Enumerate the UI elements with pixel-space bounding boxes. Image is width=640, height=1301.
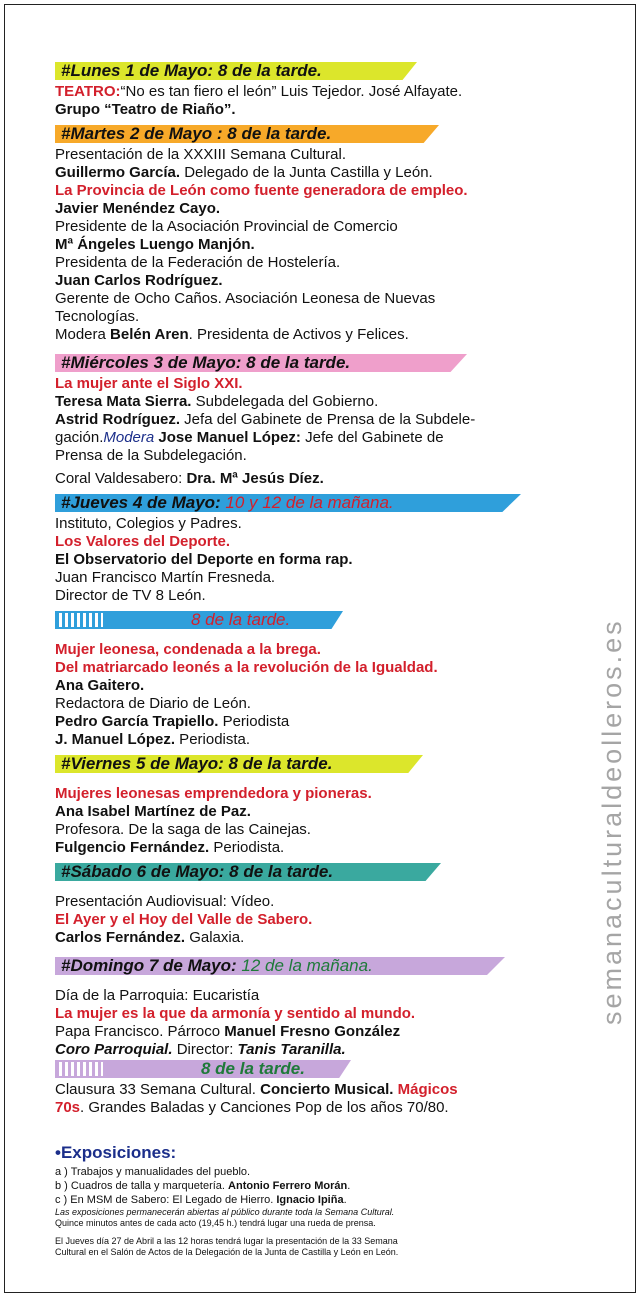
- event-title: Concierto Musical.: [260, 1081, 394, 1098]
- viernes-topic: Mujeres leonesas emprendedora y pioneras.: [55, 785, 372, 802]
- day-header-martes: [55, 124, 595, 144]
- sabado-line: Presentación Audiovisual: Vídeo.: [55, 893, 275, 910]
- jueves-topic: Mujer leonesa, condenada a la brega.: [55, 641, 321, 658]
- person-role: Galaxia.: [185, 929, 245, 946]
- exposiciones-title: •Exposiciones:: [55, 1143, 177, 1162]
- person-name: Juan Francisco Martín Fresneda.: [55, 569, 276, 586]
- exposicion-note: Las exposiciones permanecerán abiertas al público durante toda la Semana Cultural.: [55, 1207, 395, 1217]
- session-time: 8 de la tarde.: [201, 1059, 305, 1078]
- stripes-decoration: [59, 1062, 103, 1076]
- day-header-jueves: [55, 493, 595, 513]
- exposicion-item: c ) En MSM de Sabero: El Legado de Hierro. Ignacio Ipiña.: [55, 1194, 347, 1206]
- person-role: gación.: [55, 429, 104, 446]
- day-header-viernes: [55, 754, 595, 774]
- miercoles-line: [55, 429, 595, 447]
- jueves-topic: Los Valores del Deporte.: [55, 533, 231, 550]
- domingo-line: [55, 1099, 595, 1117]
- presentation-note: Cultural en el Salón de Actos de la Delegación de la Junta de Castilla y León en León.: [55, 1247, 399, 1257]
- person-role: Tecnologías.: [55, 308, 140, 325]
- person-name: Antonio Ferrero Morán: [228, 1180, 348, 1192]
- watermark-text: semanaculturaldeolleros.es: [597, 618, 627, 1025]
- program-content: [55, 61, 595, 1117]
- jueves-topic: Del matriarcado leonés a la revolución de la Igualdad.: [55, 659, 438, 676]
- website-watermark: [597, 618, 636, 1065]
- person-role: Redactora de Diario de León.: [55, 695, 251, 712]
- martes-topic: La Provincia de León como fuente generadora de empleo.: [55, 182, 468, 199]
- day-title: #Miércoles 3 de Mayo: 8 de la tarde.: [61, 353, 351, 372]
- day-header-miercoles: [55, 353, 595, 373]
- person-name: Teresa Mata Sierra.: [55, 393, 192, 410]
- person-role: Prensa de la Subdelegación.: [55, 447, 247, 464]
- person-role: Presidenta de la Federación de Hostelería.: [55, 254, 341, 271]
- sabado-line: [55, 929, 595, 947]
- band-name: 70s: [55, 1099, 81, 1116]
- moderator-label: Modera: [103, 429, 155, 446]
- day-title: #Jueves 4 de Mayo: 10 y 12 de la mañana.: [61, 493, 394, 512]
- domingo-topic: La mujer es la que da armonía y sentido al mundo.: [55, 1005, 416, 1022]
- person-role: Gerente de Ocho Caños. Asociación Leonesa de Nuevas: [55, 290, 436, 307]
- domingo-line: Día de la Parroquia: Eucaristía: [55, 987, 260, 1004]
- teatro-label: TEATRO:: [55, 83, 121, 100]
- session-header-domingo-tarde: [55, 1059, 595, 1079]
- band-name: Mágicos: [393, 1081, 458, 1098]
- teatro-text: “No es tan fiero el león” Luis Tejedor. José Alfayate.: [120, 83, 463, 100]
- sabado-topic: El Ayer y el Hoy del Valle de Sabero.: [55, 911, 313, 928]
- person-name: Javier Menéndez Cayo.: [55, 200, 221, 217]
- presentation-note: El Jueves día 27 de Abril a las 12 horas tendrá lugar la presentación de la 33 Semana: [55, 1236, 398, 1246]
- jueves-line: [55, 713, 595, 731]
- domingo-line: [55, 1041, 595, 1059]
- domingo-line: [55, 1081, 595, 1099]
- person-role: Delegado de la Junta Castilla y León.: [180, 164, 433, 181]
- person-name: Jose Manuel López:: [154, 429, 301, 446]
- person-name: Carlos Fernández.: [55, 929, 186, 946]
- person-role: Jefa del Gabinete de Prensa de la Subdele-: [180, 411, 476, 428]
- stripes-decoration: [59, 613, 103, 627]
- person-role: . Presidenta de Activos y Felices.: [188, 326, 409, 343]
- miercoles-line: [55, 411, 595, 429]
- day-header-sabado: [55, 862, 595, 882]
- session-header-jueves-tarde: [55, 610, 595, 630]
- person-role: Jefe del Gabinete de: [300, 429, 444, 446]
- exposicion-item: a ) Trabajos y manualidades del pueblo.: [55, 1166, 251, 1178]
- miercoles-topic: La mujer ante el Siglo XXI.: [55, 375, 243, 392]
- session-time: 8 de la tarde.: [191, 610, 291, 629]
- person-name: Tanis Taranilla.: [237, 1041, 346, 1058]
- person-name: Juan Carlos Rodríguez.: [55, 272, 223, 289]
- jueves-line: Instituto, Colegios y Padres.: [55, 515, 242, 532]
- person-name: Ana Gaitero.: [55, 677, 145, 694]
- person-role: Periodista.: [209, 839, 285, 856]
- exposicion-note: Quince minutos antes de cada acto (19,45 h.) tendrá lugar una rueda de prensa.: [55, 1218, 376, 1228]
- time-highlight: 10 y 12 de la mañana.: [225, 493, 394, 512]
- event-text: Clausura 33 Semana Cultural.: [55, 1081, 261, 1098]
- jueves-subtopic: El Observatorio del Deporte en forma rap.: [55, 551, 353, 568]
- domingo-line: [55, 1023, 595, 1041]
- person-name: Fulgencio Fernández.: [55, 839, 210, 856]
- person-name: Ana Isabel Martínez de Paz.: [55, 803, 251, 820]
- person-name: Pedro García Trapiello.: [55, 713, 219, 730]
- person-role: Papa Francisco. Párroco: [55, 1023, 225, 1040]
- day-title: #Martes 2 de Mayo : 8 de la tarde.: [61, 124, 332, 143]
- martes-line: [55, 164, 595, 182]
- lunes-grupo: Grupo “Teatro de Riaño”.: [55, 101, 236, 118]
- martes-moderator: [55, 326, 595, 344]
- lunes-teatro: [55, 83, 595, 101]
- person-role: Periodista: [218, 713, 290, 730]
- person-name: Dra. Mª Jesús Díez.: [186, 470, 324, 487]
- person-name: Ignacio Ipiña: [276, 1194, 344, 1206]
- event-text: . Grandes Baladas y Canciones Pop de los años 70/80.: [80, 1099, 449, 1116]
- choir-name: Coro Parroquial.: [55, 1041, 173, 1058]
- exposiciones-section: [55, 1143, 600, 1258]
- person-name: Manuel Fresno González: [224, 1023, 401, 1040]
- moderator-label: Modera: [55, 326, 111, 343]
- day-title: #Viernes 5 de Mayo: 8 de la tarde.: [61, 754, 333, 773]
- martes-line: Presentación de la XXXIII Semana Cultural.: [55, 146, 346, 163]
- person-name: Guillermo García.: [55, 164, 181, 181]
- day-title: #Lunes 1 de Mayo: 8 de la tarde.: [61, 61, 322, 80]
- person-name: Mª Ángeles Luengo Manjón.: [55, 236, 255, 253]
- time-highlight: 12 de la mañana.: [241, 956, 373, 975]
- miercoles-line: [55, 393, 595, 411]
- day-title: #Sábado 6 de Mayo: 8 de la tarde.: [61, 862, 334, 881]
- person-role: Subdelegada del Gobierno.: [191, 393, 379, 410]
- miercoles-coral: [55, 470, 595, 488]
- coral-label: Coral Valdesabero:: [55, 470, 187, 487]
- person-role: Director de TV 8 León.: [55, 587, 206, 604]
- person-name: Astrid Rodríguez.: [55, 411, 181, 428]
- person-role: Director:: [172, 1041, 238, 1058]
- person-role: Periodista.: [175, 731, 251, 748]
- viernes-line: [55, 839, 595, 857]
- person-role: Presidente de la Asociación Provincial de Comercio: [55, 218, 398, 235]
- program-page: [4, 4, 636, 1293]
- day-header-lunes: [55, 61, 595, 81]
- day-header-domingo: [55, 956, 595, 976]
- person-name: J. Manuel López.: [55, 731, 176, 748]
- jueves-line: [55, 731, 595, 749]
- day-title: #Domingo 7 de Mayo: 12 de la mañana.: [61, 956, 373, 975]
- exposicion-item: b ) Cuadros de talla y marquetería. Antonio Ferrero Morán.: [55, 1180, 351, 1192]
- person-role: Profesora. De la saga de las Cainejas.: [55, 821, 311, 838]
- person-name: Belén Aren: [110, 326, 189, 343]
